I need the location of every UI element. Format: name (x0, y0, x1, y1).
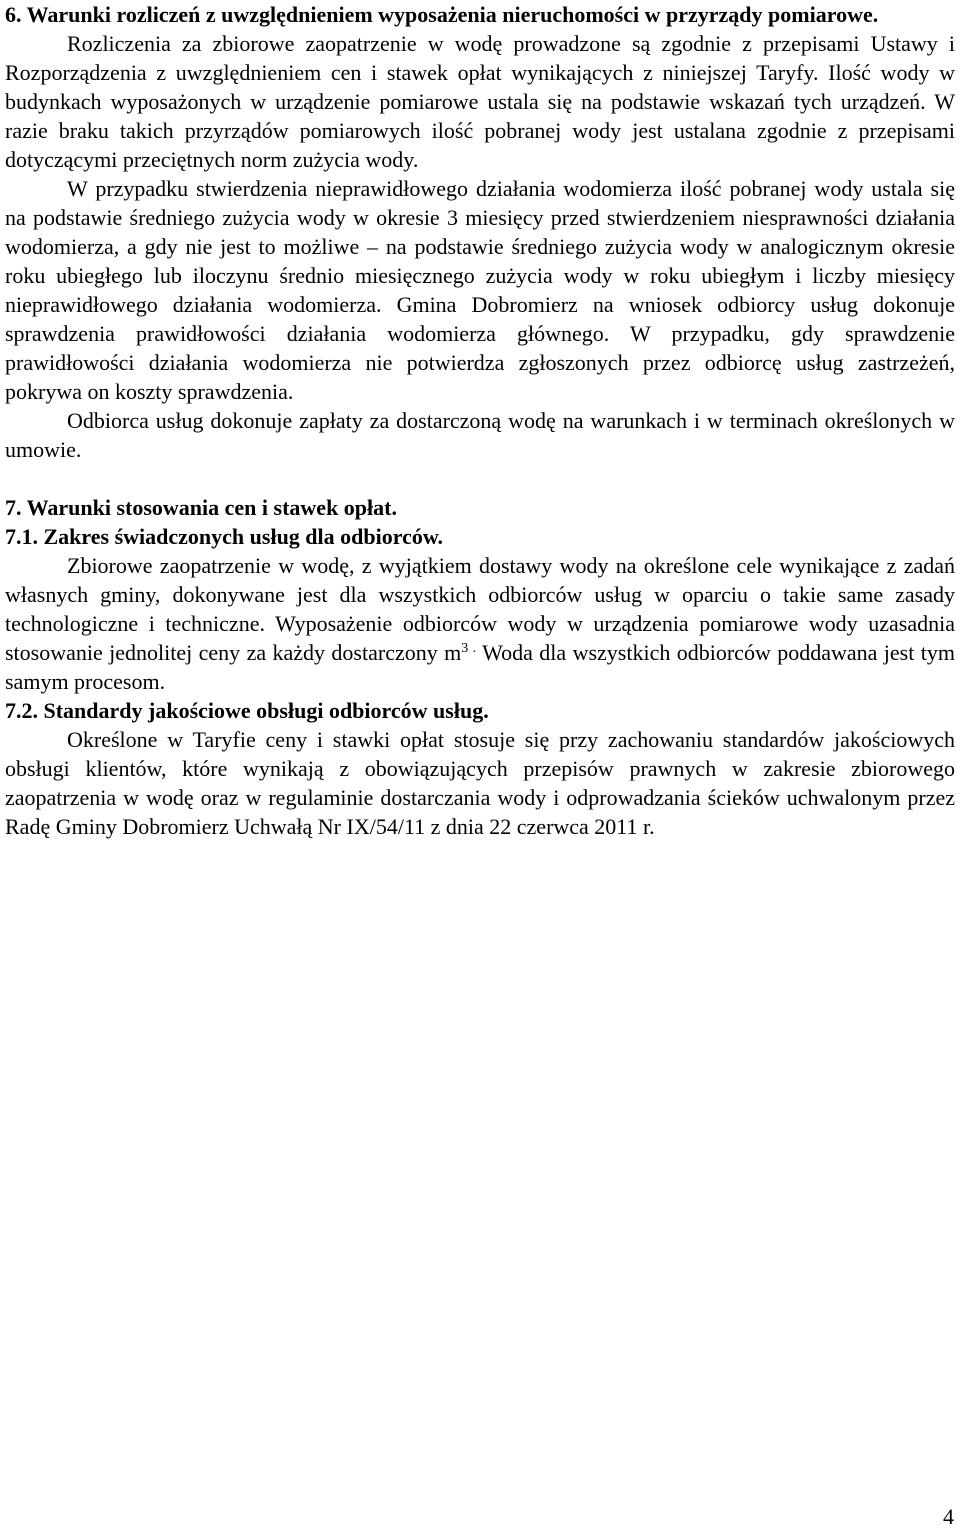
section-7-2-paragraph: Określone w Taryfie ceny i stawki opłat stosuje się przy zachowaniu standardów jakościowych obsługi klientów, które wynikają z obowiązujących przepisów prawnych w zakresie zbiorowego zaopatrzenia w wodę oraz w regulaminie dostarczania wody i odprowadzania ścieków uchwalonym przez Radę Gminy Dobromierz Uchwałą Nr IX/54/11 z dnia 22 czerwca 2011 r. (5, 727, 955, 839)
cubic-superscript: 3 . (461, 641, 477, 656)
document-page (5, 0, 955, 841)
section-7-1-paragraph-end: Woda dla wszystkich odbiorców poddawana jest tym samym procesom. (5, 640, 955, 694)
section-7-2-heading: 7.2. Standardy jakościowe obsługi odbiorców usług. (5, 698, 489, 723)
section-6-heading: 6. Warunki rozliczeń z uwzględnieniem wyposażenia nieruchomości w przyrządy pomiarowe. (5, 2, 879, 27)
section-7-1-heading: 7.1. Zakres świadczonych usług dla odbiorców. (5, 524, 444, 549)
section-7-1-paragraph-text: Zbiorowe zaopatrzenie w wodę, z wyjątkiem dostawy wody na określone cele wynikające z zadań własnych gminy, dokonywane jest dla wszystkich odbiorców usług w oparciu o takie same zasady technologiczne i techniczne. Wyposażenie odbiorców wody w urządzenia pomiarowe wody uzasadnia stosowanie jednolitej ceny za każdy dostarczony m (5, 553, 955, 665)
section-6-paragraph-2: W przypadku stwierdzenia nieprawidłowego działania wodomierza ilość pobranej wody ustala się na podstawie średniego zużycia wody w okresie 3 miesięcy przed stwierdzeniem niesprawności działania wodomierza, a gdy nie jest to możliwe – na podstawie średniego zużycia wody w analogicznym okresie roku ubiegłego lub iloczynu średnio miesięcznego zużycia wody w roku ubiegłym i liczby miesięcy nieprawidłowego działania wodomierza. Gmina Dobromierz na wniosek odbiorcy usług dokonuje sprawdzenia prawidłowości działania wodomierza głównego. W przypadku, gdy sprawdzenie prawidłowości działania wodomierza nie potwierdza zgłoszonych przez odbiorcę usług zastrzeżeń, pokrywa on koszty sprawdzenia. (5, 176, 955, 404)
section-6-paragraph-3: Odbiorca usług dokonuje zapłaty za dostarczoną wodę na warunkach i w terminach określonych w umowie. (5, 408, 955, 462)
section-7-heading: 7. Warunki stosowania cen i stawek opłat. (5, 495, 397, 520)
page-number: 4 (943, 1504, 954, 1529)
section-7-1-paragraph (5, 551, 955, 696)
section-6-paragraph-1: Rozliczenia za zbiorowe zaopatrzenie w wodę prowadzone są zgodnie z przepisami Ustawy i Rozporządzenia z uwzględnieniem cen i stawek opłat wynikających z niniejszej Taryfy. Ilość wody w budynkach wyposażonych w urządzenie pomiarowe ustala się na podstawie wskazań tych urządzeń. W razie braku takich przyrządów pomiarowych ilość pobranej wody jest ustalana zgodnie z przepisami dotyczącymi przeciętnych norm zużycia wody. (5, 31, 955, 172)
